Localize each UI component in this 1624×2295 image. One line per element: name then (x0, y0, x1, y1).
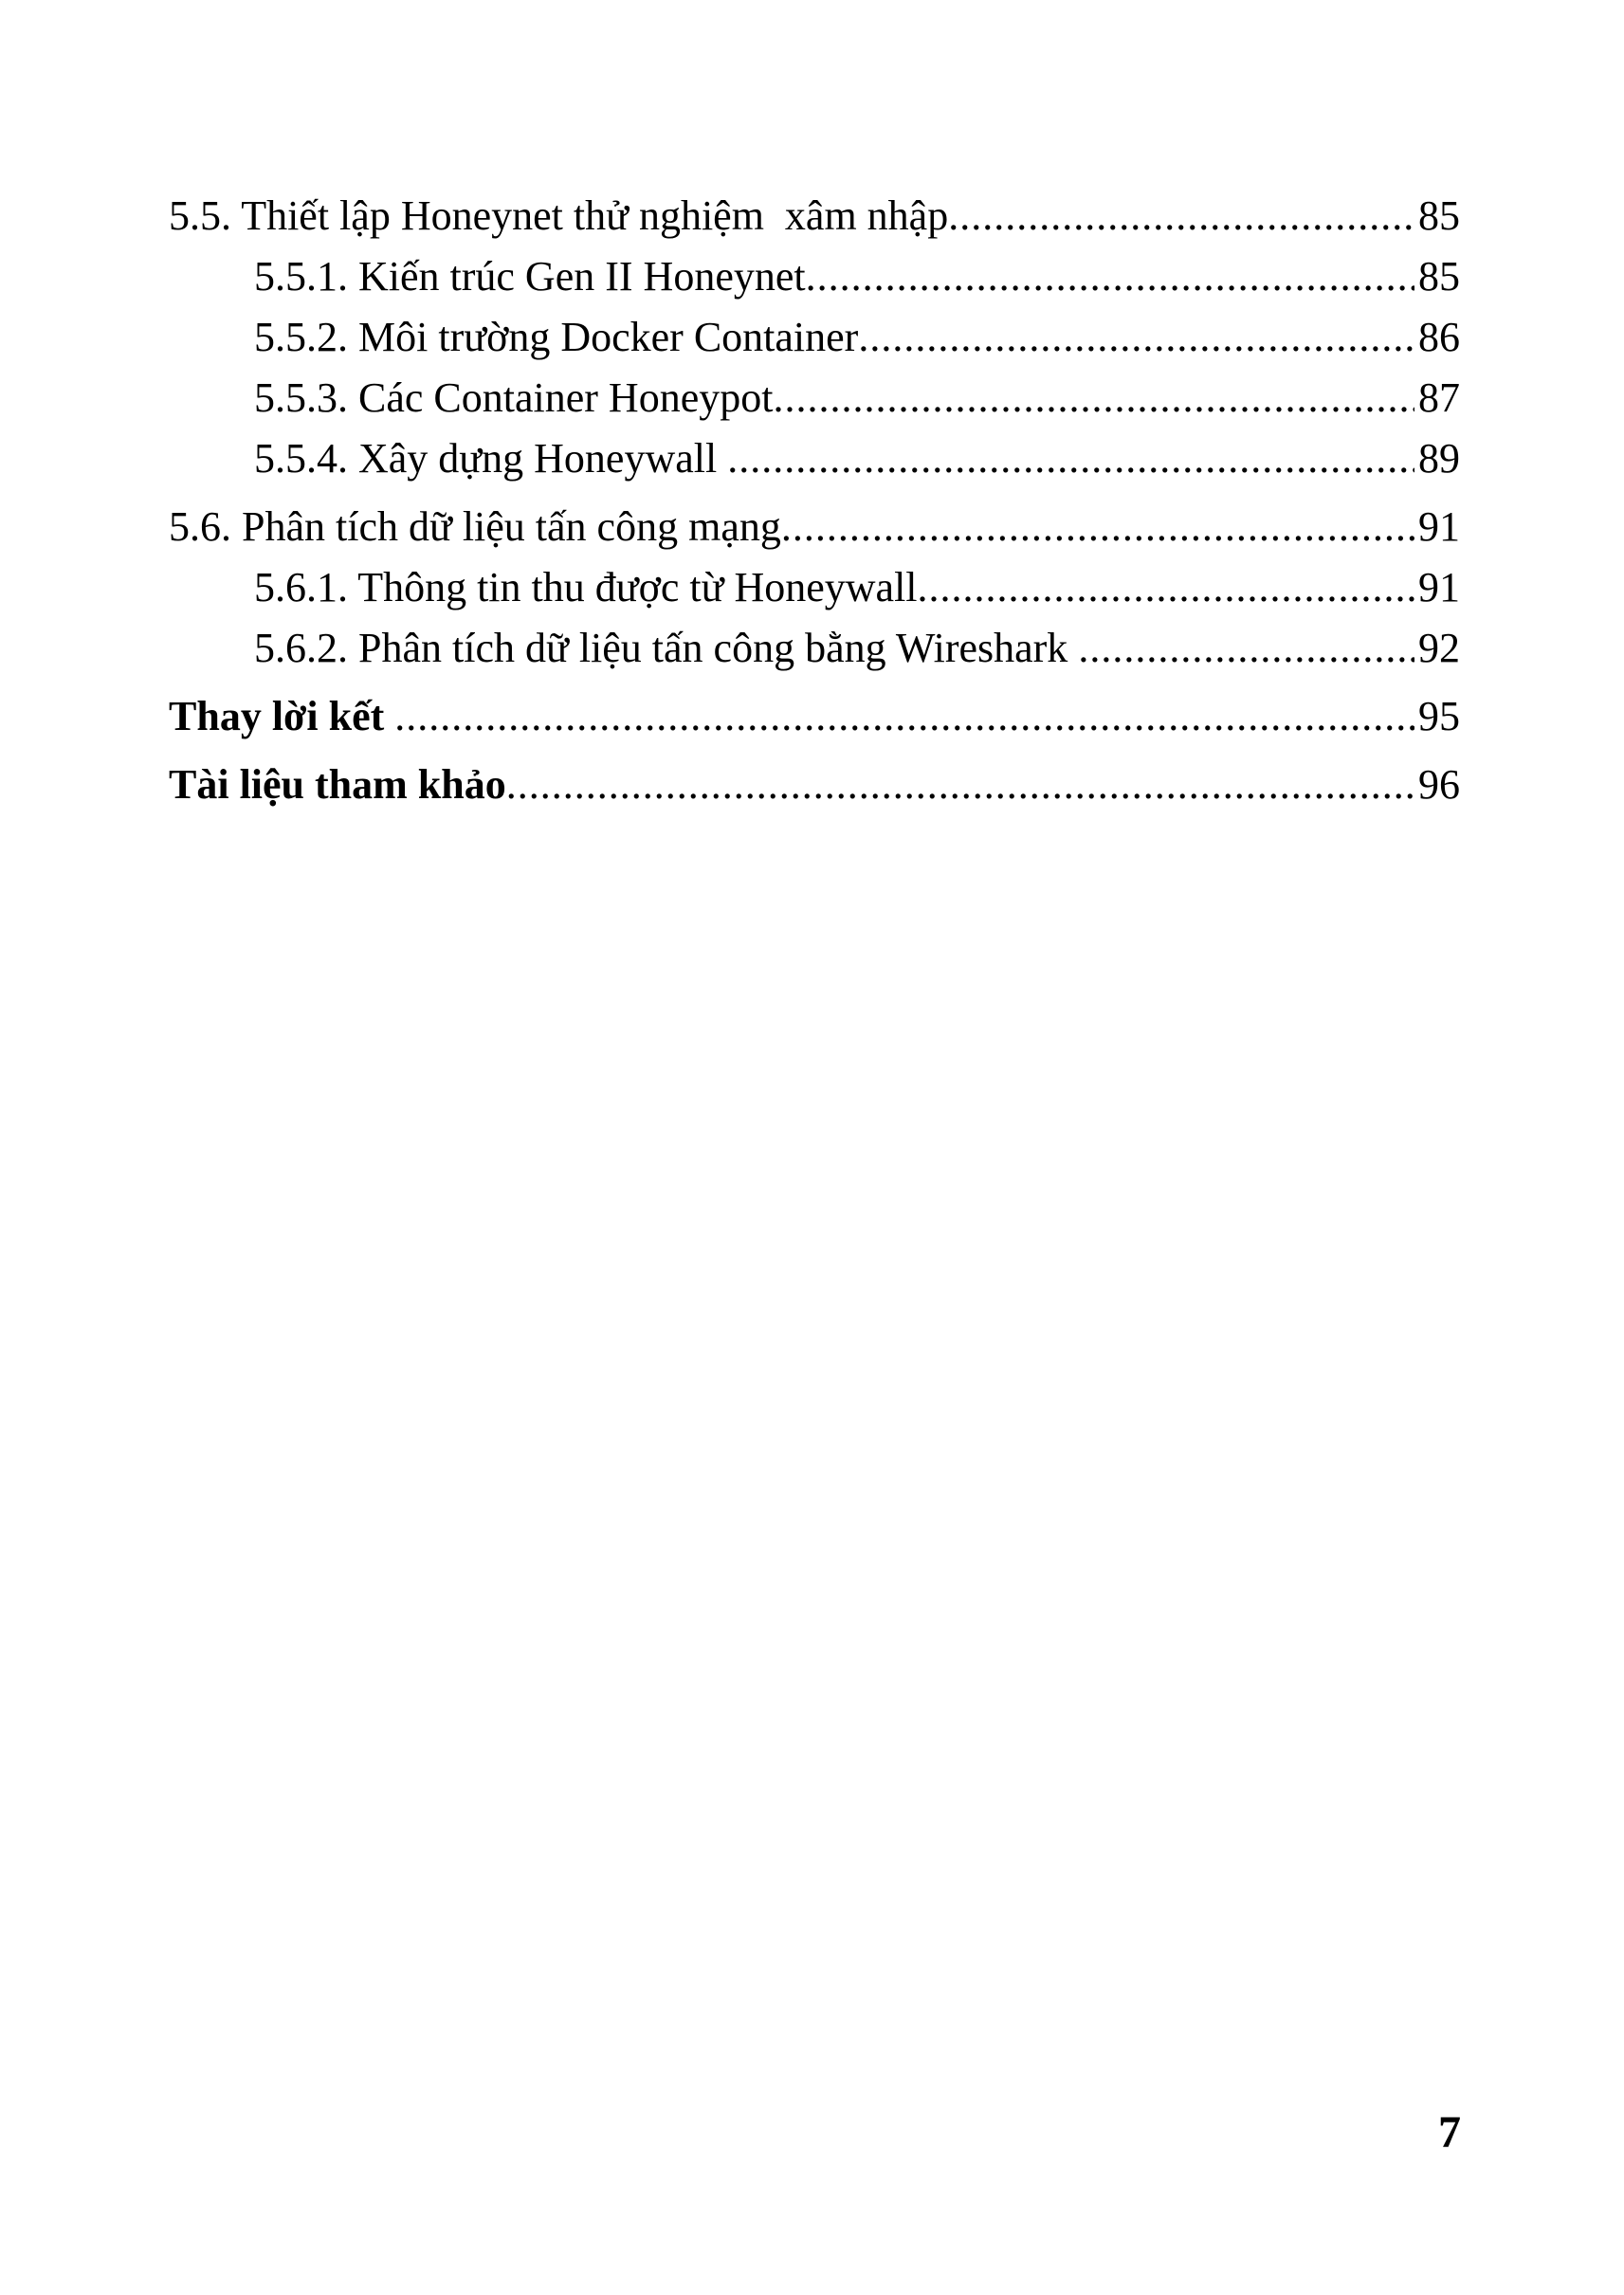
toc-leader-dots (773, 368, 1414, 428)
toc-entry-page: 92 (1418, 625, 1460, 671)
toc-entry-page: 95 (1418, 693, 1460, 739)
toc-entry-title: 5.6. Phân tích dữ liệu tấn công mạng (169, 503, 781, 550)
toc-entry (169, 686, 1460, 747)
toc-entry-title: 5.5.2. Môi trường Docker Container (254, 314, 859, 360)
toc-entry (169, 186, 1460, 246)
toc-leader-dots (781, 497, 1414, 557)
toc-leader-dots (727, 428, 1414, 489)
toc-entry-title: 5.5. Thiết lập Honeynet thử nghiệm xâm nhập (169, 192, 949, 239)
toc-entry (169, 557, 1460, 618)
toc-entry (169, 497, 1460, 557)
toc-leader-dots (918, 557, 1414, 618)
toc-entry-title: 5.5.4. Xây dựng Honeywall (254, 435, 728, 482)
toc-entry-page: 89 (1418, 435, 1460, 482)
toc-entry-page: 91 (1418, 503, 1460, 550)
toc-entry (169, 307, 1460, 368)
toc-leader-dots (394, 686, 1414, 747)
toc-entry (169, 755, 1460, 815)
toc-entry (169, 618, 1460, 679)
page-number: 7 (1438, 2107, 1461, 2158)
toc-entry-page: 85 (1418, 192, 1460, 239)
toc-leader-dots (858, 307, 1414, 368)
toc-leader-dots (506, 755, 1414, 815)
toc-entry-title: 5.6.1. Thông tin thu được từ Honeywall (254, 564, 918, 610)
toc-entry-title: 5.5.3. Các Container Honeypot (254, 374, 774, 421)
toc-entry (169, 368, 1460, 428)
toc-entry-title: Thay lời kết (169, 693, 395, 739)
toc-entry-page: 86 (1418, 314, 1460, 360)
toc-entry-page: 96 (1418, 761, 1460, 808)
toc-entry-title: 5.5.1. Kiến trúc Gen II Honeynet (254, 253, 806, 300)
toc-leader-dots (806, 246, 1414, 307)
toc-entry-title: Tài liệu tham khảo (169, 761, 506, 808)
toc-entry (169, 246, 1460, 307)
toc-entry-title: 5.6.2. Phân tích dữ liệu tấn công bằng Wireshark (254, 625, 1079, 671)
toc-entry (169, 428, 1460, 489)
toc-entry-page: 87 (1418, 374, 1460, 421)
toc-leader-dots (1078, 618, 1414, 679)
toc-entry-page: 85 (1418, 253, 1460, 300)
toc-entry-page: 91 (1418, 564, 1460, 610)
table-of-contents (169, 186, 1460, 815)
toc-leader-dots (948, 186, 1414, 246)
